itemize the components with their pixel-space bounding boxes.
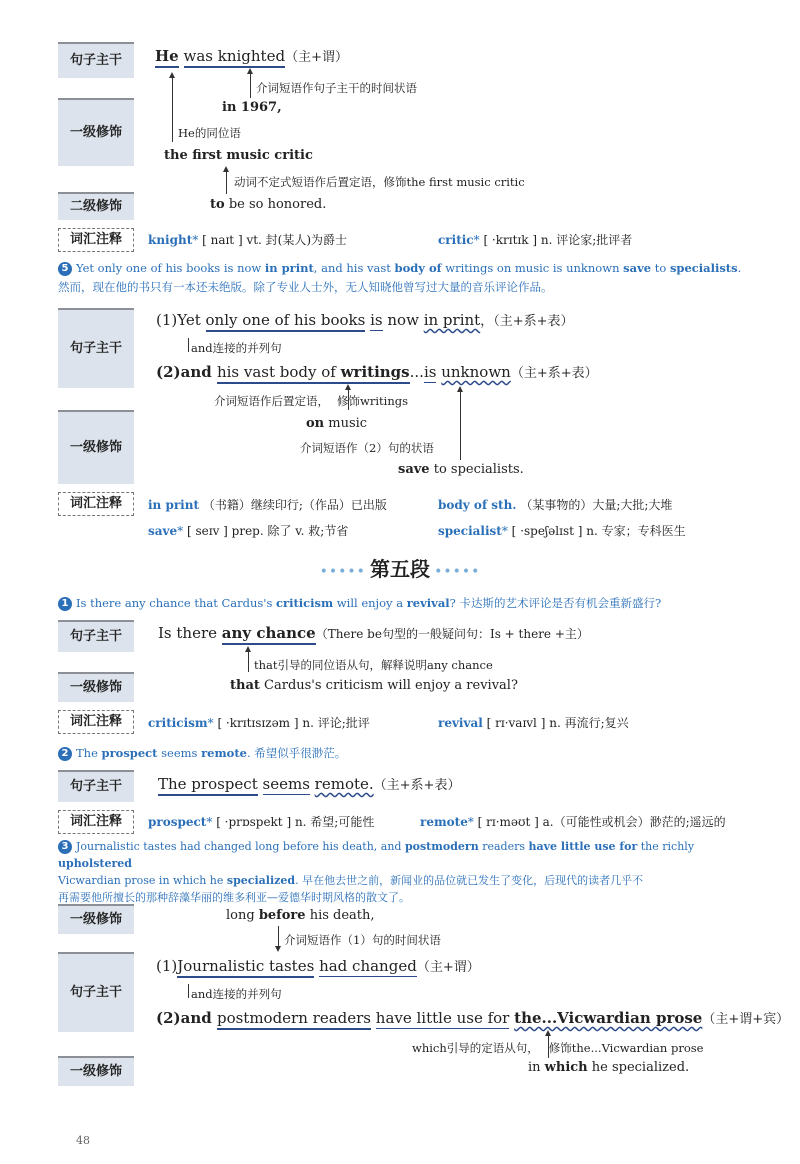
bracket-tick [188,984,189,998]
s5-text-2: save to specialists. [398,462,524,477]
s5-text-1: on music [306,416,368,431]
bracket-tick [188,338,189,352]
connector-line [226,170,227,194]
vocab-revival: revival [ rɪ·vaɪvl ] n. 再流行;复兴 [438,716,629,730]
p3-main-1: (1)Journalistic tastes had changed（主+谓） [156,956,480,975]
s5-main-2: (2)and his vast body of writings...is unknown（主+系+表） [156,362,598,381]
label-vocab-2: 词汇注释 [58,492,134,516]
label-mod2-1: 二级修饰 [58,192,134,220]
label-mod1-1: 一级修饰 [58,98,134,166]
vocab-knight: knight* [ naɪt ] vt. 封(某人)为爵士 [148,233,348,247]
s4-text-1: in 1967, [222,100,282,115]
vocab-def: [ ·krɪtɪk ] n. 评论家;批评者 [483,233,633,247]
p3-main-2: (2)and postmodern readers have little use for the...Vicwardian prose（主+谓+宾） [156,1008,789,1027]
p1-text: that Cardus's criticism will enjoy a revival? [230,678,518,693]
p1-sentence: 1 Is there any chance that Cardus's criticism will enjoy a revival? 卡达斯的艺术评论是否有机会重新盛行? [58,594,768,613]
sentence-number-badge: 5 [58,262,72,276]
s5-translation: 然而，现在他的书只有一本还未绝版。除了专业人士外，无人知晓他曾写过大量的音乐评论作品。 [58,280,553,294]
section-title: 第五段 [370,557,430,581]
vocab-word: critic [438,233,474,247]
s5-and-note: and连接的并列句 [191,341,282,355]
p3-text-1: in which he specialized. [528,1060,690,1075]
s4-main-note: （主+谓） [285,50,348,65]
label-mod1-2: 一级修饰 [58,410,134,484]
p3-sentence: 3 Journalistic tastes had changed long before his death, and postmodern readers have little use for the richly upholstered Vicwardian prose in which he specialized. 早在他去世之前，新闻业的品位就已发生了变化，后现代的读者几乎不 再需要他所擅长的那种辞藻华丽的维多利亚—爱德华时期风格的散文了。 [58,840,695,904]
vocab-critic: critic* [ ·krɪtɪk ] n. 评论家;批评者 [438,233,633,247]
label-main-2: 句子主干 [58,308,134,388]
s4-text-3 [210,197,326,212]
p3-text-0: long before his death, [226,908,375,923]
arrow-up-icon [223,166,229,172]
arrow-up-icon [345,384,351,390]
vocab-remote: remote* [ rɪ·məʊt ] a.（可能性或机会）渺茫的;遥远的 [420,815,726,829]
s5-note-1: 介词短语作后置定语， 修饰writings [214,394,408,408]
s4-note-2: He的同位语 [178,126,241,140]
p2-main: The prospect seems remote.（主+系+表） [158,774,460,793]
s5-note-2: 介词短语作（2）句的状语 [300,441,434,455]
s4-text-3-bold: to [210,197,225,212]
label-main-5: 句子主干 [58,952,134,1032]
vocab-save: save* [ seɪv ] prep. 除了 v. 救;节省 [148,524,349,538]
label-main-3: 句子主干 [58,620,134,652]
vocab-criticism: criticism* [ ·krɪtɪsɪzəm ] n. 评论;批评 [148,716,370,730]
arrow-up-icon [247,68,253,74]
label-vocab-1: 词汇注释 [58,228,134,252]
label-vocab-3: 词汇注释 [58,710,134,734]
sentence-number-badge: 1 [58,597,72,611]
label-mod1-3: 一级修饰 [58,672,134,702]
p1-note: that引导的同位语从句，解释说明any chance [254,658,493,672]
arrow-down-icon [275,946,281,952]
vocab-in-print: in print （书籍）继续印行;（作品）已出版 [148,498,387,512]
connector-line [172,76,173,142]
label-main-4: 句子主干 [58,770,134,802]
arrow-up-icon [245,646,251,652]
vocab-def: [ naɪt ] vt. 封(某人)为爵士 [202,233,348,247]
connector-line [248,650,249,672]
label-mod1-4: 一级修饰 [58,904,134,934]
p3-note-1: which引导的定语从句， 修饰the...Vicwardian prose [412,1041,704,1055]
s4-text-2: the first music critic [164,148,313,163]
connector-line [460,390,461,460]
arrow-up-icon [457,386,463,392]
page-number: 48 [76,1134,90,1147]
label-mod1-5: 一级修饰 [58,1056,134,1086]
s5-sentence: 5 Yet only one of his books is now in print, and his vast body of writings on music is unknown save to specialists. 然而，现在他的书只有一本还未绝版。除了专业人士外，无人知晓他曾写过大量的音乐评论作品。 [58,261,742,294]
section-heading: ••••• 第五段 ••••• [319,557,481,581]
s4-note-3: 动词不定式短语作后置定语，修饰the first music critic [234,175,525,189]
p2-sentence: 2 The prospect seems remote. 希望似乎很渺茫。 [58,744,768,763]
s4-note-1: 介词短语作句子主干的时间状语 [256,81,417,95]
s5-main-1: (1)Yet only one of his books is now in print，（主+系+表） [156,310,573,329]
s4-subject: He [155,47,179,68]
vocab-prospect: prospect* [ ·prɒspekt ] n. 希望;可能性 [148,815,375,829]
s4-predicate: was knighted [184,47,286,68]
vocab-specialist: specialist* [ ·speʃəlɪst ] n. 专家；专科医生 [438,524,686,538]
vocab-body-of: body of sth. （某事物的）大量;大批;大堆 [438,498,673,512]
p3-note-0: 介词短语作（1）句的时间状语 [284,933,441,947]
arrow-up-icon [169,72,175,78]
p1-main: Is there any chance（There be句型的一般疑问句：Is + there +主） [158,624,589,642]
vocab-word: knight [148,233,193,247]
s4-main-clause [155,46,348,65]
sentence-number-badge: 3 [58,840,72,854]
label-vocab-4: 词汇注释 [58,810,134,834]
label-main-1: 句子主干 [58,42,134,78]
sentence-number-badge: 2 [58,747,72,761]
arrow-up-icon [545,1030,551,1036]
p3-and-note: and连接的并列句 [191,987,282,1001]
connector-line [250,72,251,98]
s4-text-3-rest: be so honored. [228,197,327,212]
connector-line [278,926,279,948]
